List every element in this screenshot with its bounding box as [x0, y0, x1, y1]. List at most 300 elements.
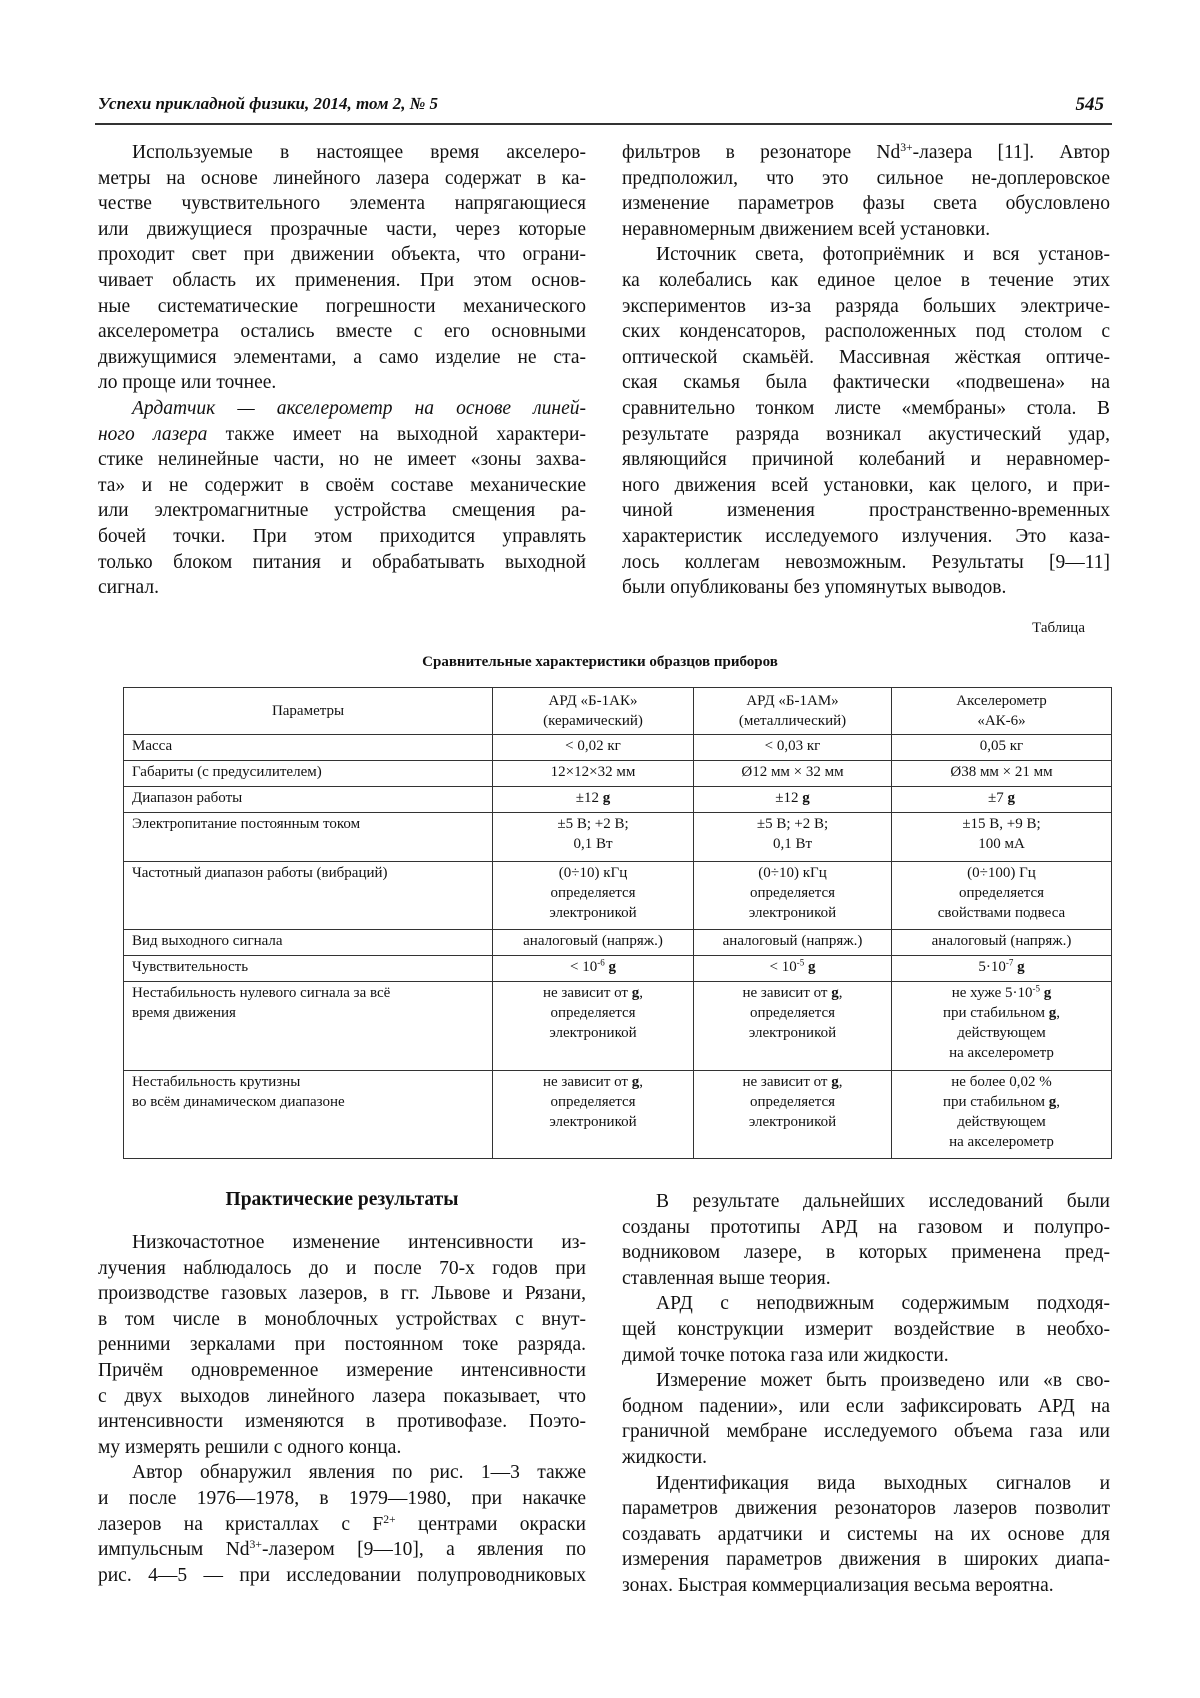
text-line — [622, 294, 1110, 320]
superscript: 3+ — [249, 1538, 262, 1552]
text-run: сигнал. — [98, 577, 159, 599]
text-run: Параметры — [271, 703, 345, 719]
text-run: предположил, что это сильное не-доплеровское — [622, 167, 1110, 189]
text-line — [98, 575, 586, 601]
text-run: характеристик исследуемого излучения. Это каза- — [622, 525, 1110, 547]
text-line — [98, 1435, 586, 1461]
cell-line — [702, 834, 883, 854]
text-run: также имеет на выходной характери- — [207, 423, 586, 445]
text-line — [98, 217, 586, 243]
text-run: -лазера [11]. Автор — [912, 142, 1110, 163]
value-cell — [493, 982, 694, 1071]
cell-line — [900, 1043, 1103, 1063]
text-run: , — [639, 1074, 643, 1090]
text-line — [98, 1537, 586, 1563]
superscript: -5 — [1032, 983, 1040, 994]
cell-line — [702, 931, 883, 951]
text-run: Автор обнаружил явления по рис. 1—3 также — [132, 1462, 586, 1484]
table-row — [124, 862, 1112, 930]
bold-text: g — [1048, 1005, 1057, 1021]
text-run: 12×12×32 мм — [550, 764, 636, 780]
bold-text: g — [608, 959, 616, 975]
text-line — [622, 396, 1110, 422]
table-row — [124, 930, 1112, 956]
text-run: или электромагнитные устройства смещения ра- — [98, 500, 586, 522]
text-run: ные систематические погрешности механического — [98, 295, 586, 317]
cell-line — [501, 1072, 685, 1092]
text-line — [622, 1343, 1110, 1369]
text-line — [98, 524, 586, 550]
cell-line — [132, 863, 484, 883]
text-run: интенсивности изменяются в противофазе. Поэто- — [98, 1411, 586, 1433]
text-run: Масса — [132, 738, 173, 754]
table-row — [124, 735, 1112, 761]
cell-line — [132, 788, 484, 808]
text-line — [622, 1317, 1110, 1343]
value-cell — [892, 1071, 1112, 1159]
cell-line — [900, 883, 1103, 903]
cell-line — [132, 957, 484, 977]
cell-line — [900, 1092, 1103, 1112]
table-row — [124, 813, 1112, 862]
text-run: на акселерометр — [949, 1134, 1054, 1150]
text-run: ка колебались как единое целое в течение этих — [622, 269, 1110, 291]
superscript: 3+ — [900, 140, 913, 154]
text-line — [98, 1281, 586, 1307]
text-run: жидкости. — [622, 1446, 708, 1468]
text-run: ренними зеркалами при постоянном токе разряда. — [98, 1334, 586, 1356]
text-run: 0,05 кг — [979, 738, 1024, 754]
cell-line — [501, 762, 685, 782]
text-line — [98, 166, 586, 192]
cell-line — [900, 788, 1103, 808]
text-line — [622, 1419, 1110, 1445]
cell-line — [900, 736, 1103, 756]
value-cell — [493, 930, 694, 956]
parameter-cell — [124, 787, 493, 813]
text-line — [622, 1471, 1110, 1497]
cell-line — [132, 1092, 484, 1112]
text-run: были опубликованы без упомянутых выводов. — [622, 577, 1007, 599]
text-line — [622, 447, 1110, 473]
text-run: , — [838, 985, 843, 1001]
bold-text: g — [631, 985, 640, 1001]
text-line — [622, 1394, 1110, 1420]
parameter-cell — [124, 761, 493, 787]
text-line — [622, 1189, 1110, 1215]
value-cell — [493, 787, 694, 813]
cell-line — [702, 691, 883, 711]
text-run: создавать ардатчики и системы на их основе для — [622, 1523, 1110, 1545]
value-cell — [493, 862, 694, 930]
value-cell — [493, 735, 694, 761]
text-line — [622, 1573, 1110, 1599]
text-line — [98, 1256, 586, 1282]
text-run: ±7 — [988, 790, 1008, 806]
text-line — [622, 1445, 1110, 1471]
cell-line — [132, 983, 484, 1003]
cell-line — [702, 1072, 883, 1092]
value-cell — [493, 956, 694, 982]
parameter-cell — [124, 982, 493, 1071]
cell-line — [501, 883, 685, 903]
value-cell — [493, 1071, 694, 1159]
text-run: Габариты (с предусилителем) — [132, 764, 322, 780]
text-run: импульсным Nd — [98, 1539, 250, 1561]
text-line — [622, 473, 1110, 499]
text-line — [622, 1547, 1110, 1573]
text-run: ±12 — [775, 790, 803, 806]
text-run: Электропитание постоянным током — [132, 816, 361, 832]
cell-line — [132, 1072, 484, 1092]
text-run: оптической скамьёй. Массивная жёсткая оптиче- — [622, 346, 1110, 368]
text-line — [98, 473, 586, 499]
value-cell — [493, 761, 694, 787]
cell-line — [900, 1072, 1103, 1092]
text-run: чивает область их применения. При этом основ- — [98, 269, 586, 291]
cell-line — [702, 814, 883, 834]
superscript: -6 — [597, 957, 605, 968]
cell-line — [132, 1003, 484, 1023]
text-line — [98, 140, 586, 166]
text-run: проходит свет при движении объекта, что ограни- — [98, 244, 586, 266]
table-row — [124, 787, 1112, 813]
text-run: электроникой — [549, 905, 637, 921]
text-run: только блоком питания и обрабатывать выходной — [98, 551, 586, 573]
text-run: ских конденсаторов, расположенных под столом с — [622, 321, 1110, 343]
value-cell — [892, 787, 1112, 813]
text-run: изменение параметров фазы света обусловлено — [622, 193, 1110, 215]
cell-line — [900, 834, 1103, 854]
text-run: в том числе в моноблочных устройствах с внут- — [98, 1308, 586, 1330]
text-run: зонах. Быстрая коммерциализация весьма вероятна. — [622, 1574, 1054, 1596]
parameter-cell — [124, 813, 493, 862]
table-label: Таблица — [1032, 620, 1085, 636]
text-run: Низкочастотное изменение интенсивности из- — [132, 1232, 586, 1253]
cell-line — [900, 1132, 1103, 1152]
text-run: Чувствительность — [132, 959, 249, 975]
text-line — [622, 1522, 1110, 1548]
text-run: щей конструкции измерит воздействие в необхо- — [622, 1318, 1110, 1340]
bold-text: g — [1007, 790, 1015, 806]
cell-line — [900, 1023, 1103, 1043]
text-line — [622, 1496, 1110, 1522]
text-run: при стабильном — [942, 1005, 1049, 1021]
text-line — [622, 166, 1110, 192]
text-run: не зависит от — [742, 985, 832, 1001]
text-run: Акселерометр — [956, 693, 1047, 709]
text-run: < 0,03 кг — [764, 738, 821, 754]
text-line — [622, 1266, 1110, 1292]
text-line — [622, 498, 1110, 524]
cell-line — [501, 1092, 685, 1112]
text-line — [98, 550, 586, 576]
cell-line — [501, 863, 685, 883]
text-line — [622, 319, 1110, 345]
cell-line — [501, 834, 685, 854]
value-cell — [694, 982, 892, 1071]
right-column-bottom — [622, 1189, 1110, 1599]
superscript: -5 — [796, 957, 805, 968]
parameter-cell — [124, 862, 493, 930]
cell-line — [702, 957, 883, 977]
running-header-journal: Успехи прикладной физики, 2014, том 2, № 5 — [98, 94, 439, 113]
text-run: Нестабильность крутизны — [132, 1074, 301, 1090]
cell-line — [900, 863, 1103, 883]
text-run: Ø12 мм × 32 мм — [741, 764, 844, 780]
cell-line — [702, 762, 883, 782]
page-number: 545 — [1075, 94, 1104, 115]
text-run: 100 мА — [978, 836, 1025, 852]
parameter-cell — [124, 1071, 493, 1159]
text-run: Идентификация вида выходных сигналов и — [656, 1472, 1110, 1494]
bold-text: g — [831, 985, 839, 1001]
text-line — [98, 1563, 586, 1589]
text-run: < 10 — [769, 959, 797, 975]
text-run: лучения наблюдалось до и после 70-х годов при — [98, 1257, 586, 1279]
cell-line — [900, 814, 1103, 834]
table-header-row — [124, 688, 1112, 735]
text-run: Вид выходного сигнала — [132, 933, 283, 949]
value-cell — [892, 688, 1112, 735]
cell-line — [702, 1092, 883, 1112]
value-cell — [493, 813, 694, 862]
text-line — [98, 1512, 586, 1538]
text-run: , — [838, 1074, 843, 1090]
text-run: с двух выходов линейного лазера показывает, что — [98, 1385, 586, 1407]
text-run: электроникой — [549, 1025, 637, 1041]
text-run: определяется — [749, 885, 836, 901]
cell-line — [702, 1003, 883, 1023]
text-line — [98, 1332, 586, 1358]
text-run: АРД с неподвижным содержимым подходя- — [656, 1293, 1110, 1315]
text-run: лазеров на кристаллах с F — [98, 1513, 384, 1535]
text-run: бочей точки. При этом приходится управлять — [98, 525, 586, 547]
text-line — [622, 242, 1110, 268]
parameter-cell — [124, 688, 493, 735]
cell-line — [900, 983, 1103, 1003]
bold-text: g — [1017, 959, 1025, 975]
text-run: не более 0,02 % — [951, 1074, 1052, 1090]
text-run: бодном падении», или если зафиксировать АРД на — [622, 1395, 1110, 1417]
cell-line — [900, 1003, 1103, 1023]
cell-line — [900, 762, 1103, 782]
text-line — [622, 524, 1110, 550]
table-title: Сравнительные характеристики образцов приборов — [422, 654, 778, 670]
text-run: созданы прототипы АРД на газовом и полупро- — [622, 1216, 1110, 1238]
text-line — [622, 422, 1110, 448]
cell-line — [702, 883, 883, 903]
cell-line — [501, 788, 685, 808]
text-run: ±12 — [575, 790, 603, 806]
text-run: рис. 4—5 — при исследовании полупроводниковых — [98, 1564, 586, 1586]
section-heading: Практические результаты — [225, 1189, 459, 1210]
text-run: ного движения всей установки, как целого, и при- — [622, 474, 1110, 496]
superscript: -7 — [1005, 957, 1014, 968]
cell-line — [132, 701, 484, 721]
text-line — [98, 242, 586, 268]
text-line — [622, 1240, 1110, 1266]
text-run: (0÷100) Гц — [967, 865, 1036, 881]
text-run: центрами окраски — [395, 1513, 586, 1535]
cell-line — [702, 1112, 883, 1132]
text-run: < 0,02 кг — [565, 738, 621, 754]
table-row — [124, 1071, 1112, 1159]
text-line — [622, 268, 1110, 294]
value-cell — [892, 930, 1112, 956]
value-cell — [694, 787, 892, 813]
text-run: и после 1976—1978, в 1979—1980, при накачке — [98, 1487, 586, 1509]
text-run: производстве газовых лазеров, в гг. Львове и Рязани, — [98, 1283, 586, 1305]
value-cell — [694, 956, 892, 982]
text-run: аналоговый (напряж.) — [523, 933, 663, 949]
text-run: электроникой — [748, 1025, 837, 1041]
text-line — [98, 447, 586, 473]
text-run: определяется — [550, 885, 636, 901]
value-cell — [892, 982, 1112, 1071]
text-line — [98, 422, 586, 448]
text-run: Нестабильность нулевого сигнала за всё — [132, 985, 391, 1001]
text-line — [98, 498, 586, 524]
text-line — [622, 140, 1110, 166]
value-cell — [694, 761, 892, 787]
text-run: Используемые в настоящее время акселеро- — [132, 142, 586, 163]
text-line — [98, 345, 586, 371]
text-line — [98, 1384, 586, 1410]
cell-line — [132, 762, 484, 782]
italic-text: Ардатчик — акселерометр на основе линей- — [132, 397, 586, 419]
text-run: не зависит от — [543, 1074, 632, 1090]
text-run: не зависит от — [543, 985, 632, 1001]
left-column-top — [98, 140, 586, 601]
text-run: электроникой — [549, 1114, 637, 1130]
text-run: неравномерным движением всей установки. — [622, 218, 991, 240]
value-cell — [694, 930, 892, 956]
text-run: АРД «Б-1АМ» — [746, 693, 839, 709]
cell-line — [501, 814, 685, 834]
cell-line — [132, 736, 484, 756]
bold-text: g — [1048, 1094, 1057, 1110]
text-run: определяется — [749, 1094, 836, 1110]
value-cell — [694, 813, 892, 862]
text-run: , — [1056, 1005, 1061, 1021]
value-cell — [694, 1071, 892, 1159]
text-run: АРД «Б-1АК» — [548, 693, 638, 709]
text-line — [622, 217, 1110, 243]
text-run: определяется — [550, 1005, 636, 1021]
text-run: 0,1 Вт — [772, 836, 813, 852]
cell-line — [501, 1112, 685, 1132]
text-line — [622, 550, 1110, 576]
text-line — [98, 319, 586, 345]
cell-line — [501, 957, 685, 977]
text-run: ±5 В; +2 В; — [756, 816, 829, 832]
text-run: , — [639, 985, 643, 1001]
text-run: сравнительно тонком листе «мембраны» стола. В — [622, 397, 1110, 419]
cell-line — [900, 711, 1103, 731]
cell-line — [702, 736, 883, 756]
value-cell — [694, 688, 892, 735]
cell-line — [501, 983, 685, 1003]
cell-line — [501, 691, 685, 711]
text-line — [98, 1230, 586, 1256]
cell-line — [501, 711, 685, 731]
cell-line — [501, 903, 685, 923]
text-run: ±5 В; +2 В; — [557, 816, 629, 832]
text-run: Ø38 мм × 21 мм — [950, 764, 1053, 780]
cell-line — [702, 788, 883, 808]
header-rule — [95, 123, 1112, 125]
text-run: ло проще или точнее. — [98, 372, 277, 394]
text-line — [622, 370, 1110, 396]
parameter-cell — [124, 930, 493, 956]
text-run: (металлический) — [738, 713, 847, 729]
bold-text: g — [602, 790, 611, 806]
text-run: при стабильном — [942, 1094, 1049, 1110]
cell-line — [501, 1003, 685, 1023]
bold-text: g — [802, 790, 810, 806]
text-line — [622, 1291, 1110, 1317]
text-line — [98, 268, 586, 294]
cell-line — [702, 863, 883, 883]
text-line — [622, 575, 1110, 601]
text-run: димой точке потока газа или жидкости. — [622, 1344, 949, 1366]
text-line — [98, 396, 586, 422]
text-line — [98, 1358, 586, 1384]
value-cell — [892, 761, 1112, 787]
text-run: водниковом лазере, в которых применена пред- — [622, 1242, 1110, 1264]
text-run: во всём динамическом диапазоне — [132, 1094, 345, 1110]
value-cell — [493, 688, 694, 735]
text-run: (0÷10) кГц — [758, 865, 827, 881]
cell-line — [501, 1023, 685, 1043]
text-run: стике нелинейные части, но не имеет «зоны захва- — [98, 449, 586, 471]
cell-line — [702, 903, 883, 923]
left-column-bottom — [98, 1230, 586, 1588]
text-line — [622, 1368, 1110, 1394]
text-run: действующем — [957, 1114, 1046, 1130]
text-line — [98, 294, 586, 320]
text-line — [98, 1409, 586, 1435]
text-run: или движущиеся прозрачные части, через которые — [98, 218, 586, 240]
text-run: акселерометра остались вместе с его основными — [98, 321, 586, 343]
text-run: не хуже 5·10 — [951, 985, 1033, 1001]
text-run: фильтров в резонаторе Nd — [622, 142, 901, 163]
value-cell — [892, 813, 1112, 862]
text-run: 5·10 — [978, 959, 1006, 975]
cell-line — [702, 1023, 883, 1043]
table-row — [124, 761, 1112, 787]
cell-line — [900, 903, 1103, 923]
table-row — [124, 982, 1112, 1071]
text-run: ±15 В, +9 В; — [962, 816, 1041, 832]
text-run: время движения — [132, 1005, 236, 1021]
cell-line — [900, 1112, 1103, 1132]
bold-text: g — [831, 1074, 839, 1090]
cell-line — [702, 711, 883, 731]
cell-line — [900, 957, 1103, 977]
text-line — [622, 1215, 1110, 1241]
superscript: 2+ — [383, 1512, 396, 1526]
text-run: определяется — [749, 1005, 836, 1021]
text-run: чиной изменения пространственно-временных — [622, 500, 1110, 522]
right-column-top — [622, 140, 1110, 601]
cell-line — [132, 931, 484, 951]
text-run: Источник света, фотоприёмник и вся установ- — [656, 244, 1110, 266]
text-line — [622, 191, 1110, 217]
text-run: му измерять решили с одного конца. — [98, 1436, 402, 1458]
text-run: , — [1056, 1094, 1061, 1110]
